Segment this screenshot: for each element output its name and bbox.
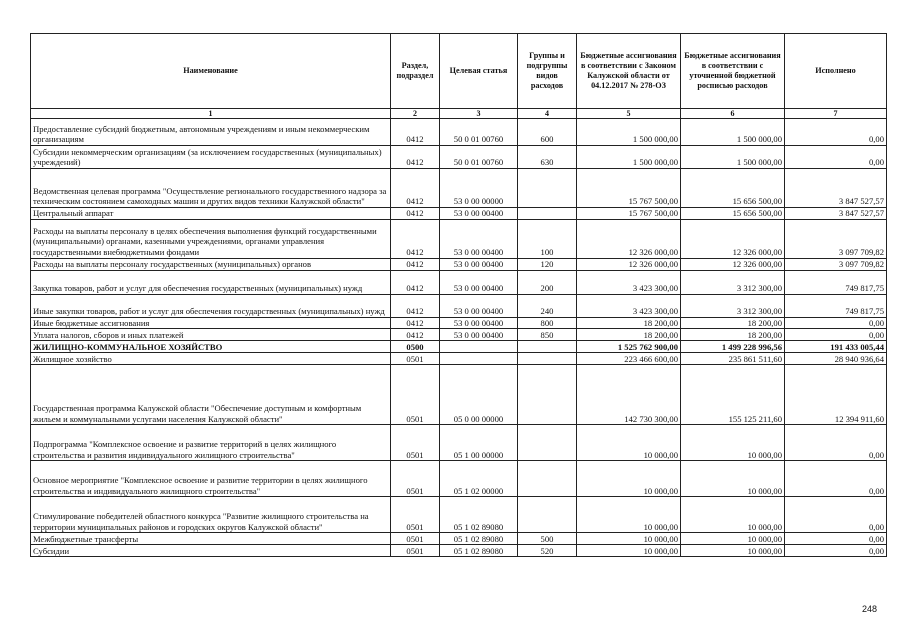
table-row xyxy=(31,208,887,220)
row-refined-amount: 12 326 000,00 xyxy=(681,219,785,258)
row-name: Закупка товаров, работ и услуг для обеспечения государственных (муниципальных) нужд xyxy=(31,270,391,294)
column-number: 2 xyxy=(391,109,440,119)
row-section: 0412 xyxy=(391,270,440,294)
row-group: 630 xyxy=(518,146,577,169)
column-number: 4 xyxy=(518,109,577,119)
row-section: 0501 xyxy=(391,461,440,497)
row-name: Государственная программа Калужской области "Обеспечение доступным и комфортным жильем и коммунальными услугами населения Калужской области" xyxy=(31,365,391,425)
table-row xyxy=(31,365,887,425)
row-article xyxy=(440,353,518,365)
row-name: Иные закупки товаров, работ и услуг для обеспечения государственных (муниципальных) нужд xyxy=(31,294,391,317)
header-refined: Бюджетные ассигнования в соответствии с уточненной бюджетной росписью расходов xyxy=(681,34,785,109)
row-article: 53 0 00 00400 xyxy=(440,294,518,317)
row-group: 500 xyxy=(518,533,577,545)
row-name: Субсидии xyxy=(31,545,391,557)
row-executed-amount: 0,00 xyxy=(785,497,887,533)
row-name: Центральный аппарат xyxy=(31,208,391,220)
row-name: Расходы на выплаты персоналу государственных (муниципальных) органов xyxy=(31,258,391,270)
row-law-amount: 10 000,00 xyxy=(577,545,681,557)
row-refined-amount: 235 861 511,60 xyxy=(681,353,785,365)
row-article: 05 1 02 89080 xyxy=(440,497,518,533)
row-refined-amount: 1 500 000,00 xyxy=(681,119,785,146)
row-refined-amount: 10 000,00 xyxy=(681,425,785,461)
row-refined-amount: 3 312 300,00 xyxy=(681,294,785,317)
row-executed-amount: 0,00 xyxy=(785,425,887,461)
row-group: 850 xyxy=(518,329,577,341)
row-law-amount: 15 767 500,00 xyxy=(577,169,681,208)
row-group xyxy=(518,497,577,533)
column-number: 3 xyxy=(440,109,518,119)
row-name: Основное мероприятие "Комплексное освоение и развитие территории в целях жилищного строительства и индивидуального жилищного строительства" xyxy=(31,461,391,497)
table-row xyxy=(31,329,887,341)
row-law-amount: 223 466 600,00 xyxy=(577,353,681,365)
row-section: 0412 xyxy=(391,294,440,317)
header-executed: Исполнено xyxy=(785,34,887,109)
row-group: 520 xyxy=(518,545,577,557)
row-article: 53 0 00 00400 xyxy=(440,317,518,329)
row-name: Предоставление субсидий бюджетным, автономным учреждениям и иным некоммерческим организациям xyxy=(31,119,391,146)
row-law-amount: 15 767 500,00 xyxy=(577,208,681,220)
row-refined-amount: 1 499 228 996,56 xyxy=(681,341,785,353)
row-law-amount: 18 200,00 xyxy=(577,329,681,341)
row-group: 100 xyxy=(518,219,577,258)
table-body xyxy=(31,119,887,557)
row-section: 0412 xyxy=(391,146,440,169)
column-number-row xyxy=(31,109,887,119)
table-row xyxy=(31,258,887,270)
row-law-amount: 3 423 300,00 xyxy=(577,270,681,294)
row-refined-amount: 3 312 300,00 xyxy=(681,270,785,294)
row-refined-amount: 1 500 000,00 xyxy=(681,146,785,169)
table-row xyxy=(31,497,887,533)
column-number: 5 xyxy=(577,109,681,119)
table-row xyxy=(31,545,887,557)
table-row xyxy=(31,341,887,353)
row-name: ЖИЛИЩНО-КОММУНАЛЬНОЕ ХОЗЯЙСТВО xyxy=(31,341,391,353)
row-section: 0412 xyxy=(391,329,440,341)
row-name: Иные бюджетные ассигнования xyxy=(31,317,391,329)
table-row xyxy=(31,425,887,461)
table-row xyxy=(31,294,887,317)
row-article: 53 0 00 00400 xyxy=(440,329,518,341)
row-law-amount: 12 326 000,00 xyxy=(577,219,681,258)
row-name: Межбюджетные трансферты xyxy=(31,533,391,545)
row-refined-amount: 10 000,00 xyxy=(681,533,785,545)
row-executed-amount: 0,00 xyxy=(785,329,887,341)
row-group: 120 xyxy=(518,258,577,270)
row-group xyxy=(518,365,577,425)
row-law-amount: 142 730 300,00 xyxy=(577,365,681,425)
table-row xyxy=(31,169,887,208)
row-group xyxy=(518,461,577,497)
table-row xyxy=(31,146,887,169)
row-refined-amount: 15 656 500,00 xyxy=(681,169,785,208)
row-law-amount: 10 000,00 xyxy=(577,533,681,545)
row-group: 240 xyxy=(518,294,577,317)
row-section: 0500 xyxy=(391,341,440,353)
column-number: 1 xyxy=(31,109,391,119)
row-refined-amount: 10 000,00 xyxy=(681,461,785,497)
row-section: 0501 xyxy=(391,497,440,533)
row-refined-amount: 18 200,00 xyxy=(681,329,785,341)
row-name: Подпрограмма "Комплексное освоение и развитие территорий в целях жилищного строительства и развития индивидуального жилищного строительства" xyxy=(31,425,391,461)
row-law-amount: 1 525 762 900,00 xyxy=(577,341,681,353)
table-row xyxy=(31,270,887,294)
row-section: 0501 xyxy=(391,545,440,557)
row-executed-amount: 12 394 911,60 xyxy=(785,365,887,425)
header-name: Наименование xyxy=(31,34,391,109)
row-article: 53 0 00 00400 xyxy=(440,219,518,258)
row-law-amount: 1 500 000,00 xyxy=(577,146,681,169)
row-law-amount: 12 326 000,00 xyxy=(577,258,681,270)
row-executed-amount: 28 940 936,64 xyxy=(785,353,887,365)
header-group: Группы и подгруппы видов расходов xyxy=(518,34,577,109)
row-refined-amount: 10 000,00 xyxy=(681,497,785,533)
table-row xyxy=(31,219,887,258)
row-group: 800 xyxy=(518,317,577,329)
row-group xyxy=(518,341,577,353)
row-name: Жилищное хозяйство xyxy=(31,353,391,365)
row-executed-amount: 0,00 xyxy=(785,146,887,169)
row-article: 50 0 01 00760 xyxy=(440,119,518,146)
table-row xyxy=(31,119,887,146)
table-row xyxy=(31,317,887,329)
row-article: 53 0 00 00400 xyxy=(440,258,518,270)
row-group xyxy=(518,169,577,208)
row-law-amount: 10 000,00 xyxy=(577,461,681,497)
row-executed-amount: 0,00 xyxy=(785,119,887,146)
row-name: Ведомственная целевая программа "Осуществление регионального государственного надзора за техническим состоянием самоходных машин и других видов техники Калужской области" xyxy=(31,169,391,208)
row-law-amount: 10 000,00 xyxy=(577,497,681,533)
row-article: 53 0 00 00000 xyxy=(440,169,518,208)
row-law-amount: 18 200,00 xyxy=(577,317,681,329)
row-executed-amount: 0,00 xyxy=(785,533,887,545)
row-executed-amount: 0,00 xyxy=(785,461,887,497)
row-refined-amount: 18 200,00 xyxy=(681,317,785,329)
row-name: Расходы на выплаты персоналу в целях обеспечения выполнения функций государственными (муниципальными) органами, казенными учреждениями, органами управления государственными внебюджетными фондами xyxy=(31,219,391,258)
row-name: Уплата налогов, сборов и иных платежей xyxy=(31,329,391,341)
row-section: 0412 xyxy=(391,258,440,270)
row-refined-amount: 155 125 211,60 xyxy=(681,365,785,425)
row-group: 200 xyxy=(518,270,577,294)
row-law-amount: 10 000,00 xyxy=(577,425,681,461)
row-executed-amount: 749 817,75 xyxy=(785,294,887,317)
row-executed-amount: 0,00 xyxy=(785,317,887,329)
row-executed-amount: 749 817,75 xyxy=(785,270,887,294)
row-executed-amount: 3 097 709,82 xyxy=(785,258,887,270)
budget-table xyxy=(30,33,887,557)
row-group: 600 xyxy=(518,119,577,146)
row-name: Стимулирование победителей областного конкурса "Развитие жилищного строительства на территории муниципальных районов и городских округов Калужской области" xyxy=(31,497,391,533)
row-article: 05 0 00 00000 xyxy=(440,365,518,425)
row-executed-amount: 3 847 527,57 xyxy=(785,208,887,220)
row-group xyxy=(518,208,577,220)
row-group xyxy=(518,425,577,461)
row-section: 0412 xyxy=(391,208,440,220)
row-section: 0412 xyxy=(391,119,440,146)
row-section: 0501 xyxy=(391,533,440,545)
row-section: 0412 xyxy=(391,219,440,258)
row-article: 05 1 02 89080 xyxy=(440,533,518,545)
row-article: 50 0 01 00760 xyxy=(440,146,518,169)
row-executed-amount: 3 847 527,57 xyxy=(785,169,887,208)
table-row xyxy=(31,353,887,365)
row-article: 05 1 02 00000 xyxy=(440,461,518,497)
header-section: Раздел, подраздел xyxy=(391,34,440,109)
row-section: 0412 xyxy=(391,169,440,208)
column-number: 7 xyxy=(785,109,887,119)
row-name: Субсидии некоммерческим организациям (за исключением государственных (муниципальных) учреждений) xyxy=(31,146,391,169)
row-article: 53 0 00 00400 xyxy=(440,208,518,220)
page-number: 248 xyxy=(862,604,878,614)
row-law-amount: 1 500 000,00 xyxy=(577,119,681,146)
row-article: 53 0 00 00400 xyxy=(440,270,518,294)
row-executed-amount: 191 433 005,44 xyxy=(785,341,887,353)
row-group xyxy=(518,353,577,365)
column-number: 6 xyxy=(681,109,785,119)
table-header-row xyxy=(31,34,887,109)
row-refined-amount: 12 326 000,00 xyxy=(681,258,785,270)
row-section: 0501 xyxy=(391,425,440,461)
row-article: 05 1 02 89080 xyxy=(440,545,518,557)
row-executed-amount: 3 097 709,82 xyxy=(785,219,887,258)
table-row xyxy=(31,461,887,497)
header-law: Бюджетные ассигнования в соответствии с Законом Калужской области от 04.12.2017 № 278-ОЗ xyxy=(577,34,681,109)
row-refined-amount: 15 656 500,00 xyxy=(681,208,785,220)
table-row xyxy=(31,533,887,545)
row-section: 0412 xyxy=(391,317,440,329)
header-article: Целевая статья xyxy=(440,34,518,109)
row-refined-amount: 10 000,00 xyxy=(681,545,785,557)
row-section: 0501 xyxy=(391,353,440,365)
row-article xyxy=(440,341,518,353)
row-article: 05 1 00 00000 xyxy=(440,425,518,461)
row-law-amount: 3 423 300,00 xyxy=(577,294,681,317)
row-executed-amount: 0,00 xyxy=(785,545,887,557)
row-section: 0501 xyxy=(391,365,440,425)
